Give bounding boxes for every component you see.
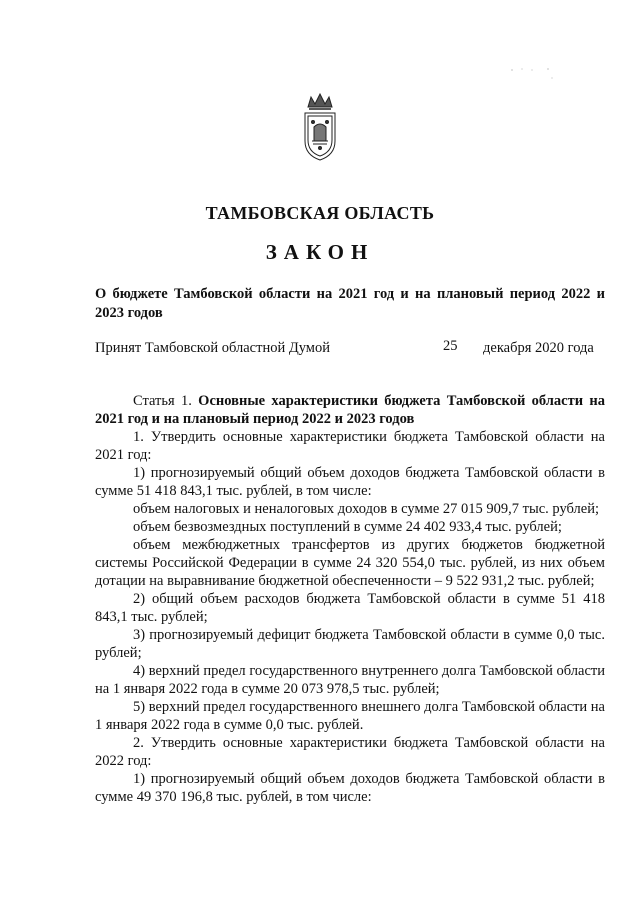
- paragraph: 2) общий объем расходов бюджета Тамбовской области в сумме 51 418 843,1 тыс. рублей;: [95, 591, 605, 625]
- paragraph: объем безвозмездных поступлений в сумме 24 402 933,4 тыс. рублей;: [133, 519, 562, 535]
- paragraph: 1. Утвердить основные характеристики бюджета Тамбовской области на 2021 год:: [95, 429, 605, 463]
- coat-of-arms-icon: [300, 93, 340, 163]
- paragraph: 1) прогнозируемый общий объем доходов бюджета Тамбовской области в сумме 51 418 843,1 тыс. рублей, в том числе:: [95, 465, 605, 499]
- paragraph: объем межбюджетных трансфертов из других бюджетов бюджетной системы Российской Федерации в сумме 24 320 554,0 тыс. рублей, из них объем дотации на выравнивание бюджетной обеспеченности – 9 522 931,2 тыс. рублей;: [95, 537, 605, 589]
- region-title: ТАМБОВСКАЯ ОБЛАСТЬ: [205, 203, 435, 223]
- scan-speckles: [508, 66, 558, 80]
- paragraph: 2. Утвердить основные характеристики бюджета Тамбовской области на 2022 год:: [95, 735, 605, 769]
- paragraph: 5) верхний предел государственного внешнего долга Тамбовской области на 1 января 2022 года в сумме 0,0 тыс. рублей.: [95, 699, 605, 733]
- adoption-line: [95, 340, 605, 360]
- paragraph: 4) верхний предел государственного внутреннего долга Тамбовской области на 1 января 2022 года в сумме 20 073 978,5 тыс. рублей;: [95, 663, 605, 697]
- article-heading: [95, 392, 605, 428]
- article-number: Статья 1.: [133, 393, 192, 409]
- document-type-title: ЗАКОН: [265, 240, 375, 264]
- paragraph: объем налоговых и неналоговых доходов в сумме 27 015 909,7 тыс. рублей;: [133, 501, 599, 517]
- article-title: Основные характеристики бюджета Тамбовской области на 2021 год и на плановый период 2022 и 2023 годов: [95, 393, 605, 427]
- law-subject: О бюджете Тамбовской области на 2021 год и на плановый период 2022 и 2023 годов: [95, 286, 605, 321]
- article-1: [95, 392, 605, 806]
- paragraph: 3) прогнозируемый дефицит бюджета Тамбовской области в сумме 0,0 тыс. рублей;: [95, 627, 605, 661]
- paragraph: 1) прогнозируемый общий объем доходов бюджета Тамбовской области в сумме 49 370 196,8 тыс. рублей, в том числе:: [95, 771, 605, 805]
- adoption-day: 25: [443, 338, 458, 354]
- adopted-by: Принят Тамбовской областной Думой: [95, 340, 330, 356]
- adoption-month-year: декабря 2020 года: [483, 340, 594, 356]
